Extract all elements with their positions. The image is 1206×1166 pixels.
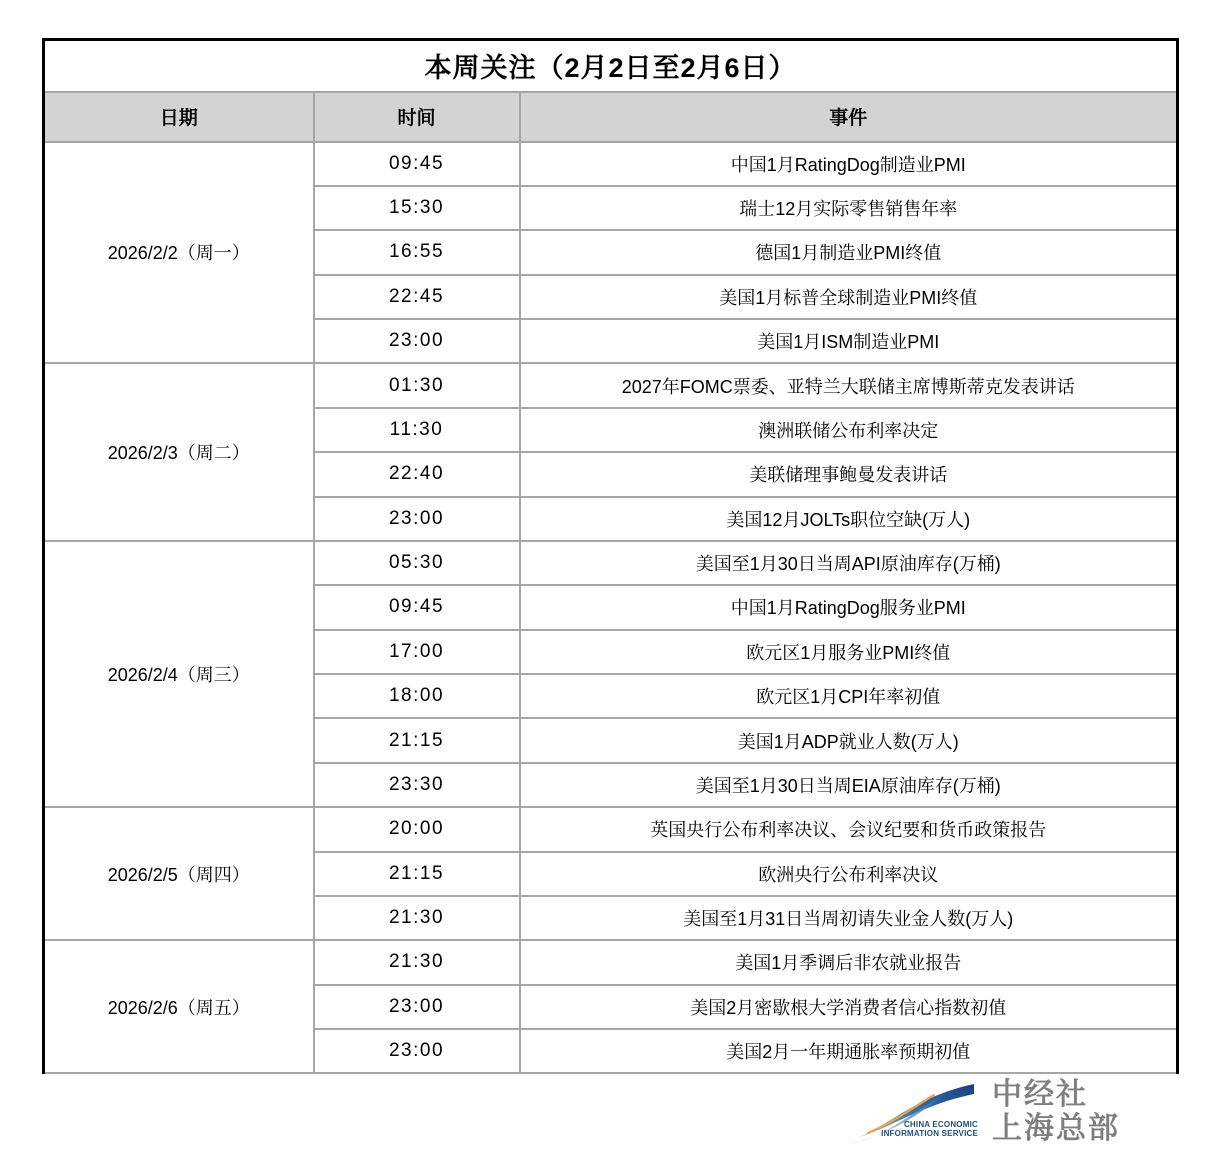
time-cell: 21:30	[314, 896, 520, 940]
column-header-row	[44, 92, 1178, 142]
time-cell: 16:55	[314, 230, 520, 274]
event-cell: 美联储理事鲍曼发表讲话	[520, 452, 1178, 496]
time-cell: 01:30	[314, 363, 520, 407]
date-cell: 2026/2/5（周四）	[44, 807, 314, 940]
logo-branch-name: 上海总部	[992, 1112, 1120, 1145]
event-row	[44, 541, 1178, 585]
event-cell: 澳洲联储公布利率决定	[520, 408, 1178, 452]
time-cell: 20:00	[314, 807, 520, 851]
event-cell: 2027年FOMC票委、亚特兰大联储主席博斯蒂克发表讲话	[520, 363, 1178, 407]
event-cell: 美国1月季调后非农就业报告	[520, 940, 1178, 984]
time-cell: 17:00	[314, 630, 520, 674]
time-cell: 23:00	[314, 497, 520, 541]
time-cell: 15:30	[314, 186, 520, 230]
time-cell: 21:15	[314, 852, 520, 896]
logo	[846, 1078, 1120, 1146]
date-cell: 2026/2/2（周一）	[44, 142, 314, 364]
time-cell: 22:40	[314, 452, 520, 496]
logo-en-line2: INFORMATION SERVICE	[881, 1129, 978, 1138]
logo-org-name: 中经社	[992, 1078, 1088, 1111]
event-cell: 美国1月ISM制造业PMI	[520, 319, 1178, 363]
time-cell: 09:45	[314, 142, 520, 186]
time-cell: 05:30	[314, 541, 520, 585]
events-table	[42, 38, 1179, 1074]
event-cell: 美国2月密歇根大学消费者信心指数初值	[520, 985, 1178, 1029]
event-cell: 欧元区1月CPI年率初值	[520, 674, 1178, 718]
event-cell: 欧元区1月服务业PMI终值	[520, 630, 1178, 674]
time-cell: 22:45	[314, 275, 520, 319]
event-cell: 欧洲央行公布利率决议	[520, 852, 1178, 896]
column-header-event: 事件	[520, 92, 1178, 142]
event-cell: 中国1月RatingDog制造业PMI	[520, 142, 1178, 186]
event-row	[44, 142, 1178, 186]
logo-swoosh-icon	[846, 1078, 980, 1146]
date-cell: 2026/2/6（周五）	[44, 940, 314, 1073]
time-cell: 23:30	[314, 763, 520, 807]
date-cell: 2026/2/3（周二）	[44, 363, 314, 541]
event-cell: 美国至1月31日当周初请失业金人数(万人)	[520, 896, 1178, 940]
time-cell: 11:30	[314, 408, 520, 452]
time-cell: 09:45	[314, 585, 520, 629]
table-title: 本周关注（2月2日至2月6日）	[44, 40, 1178, 92]
event-row	[44, 363, 1178, 407]
time-cell: 23:00	[314, 1029, 520, 1073]
time-cell: 23:00	[314, 985, 520, 1029]
event-cell: 瑞士12月实际零售销售年率	[520, 186, 1178, 230]
time-cell: 18:00	[314, 674, 520, 718]
event-cell: 美国至1月30日当周API原油库存(万桶)	[520, 541, 1178, 585]
event-cell: 德国1月制造业PMI终值	[520, 230, 1178, 274]
logo-en-caption	[868, 1120, 978, 1138]
logo-text	[992, 1078, 1120, 1146]
time-cell: 21:15	[314, 718, 520, 762]
event-row	[44, 940, 1178, 984]
event-cell: 美国至1月30日当周EIA原油库存(万桶)	[520, 763, 1178, 807]
logo-en-line1: CHINA ECONOMIC	[903, 1120, 978, 1129]
event-cell: 英国央行公布利率决议、会议纪要和货币政策报告	[520, 807, 1178, 851]
event-cell: 中国1月RatingDog服务业PMI	[520, 585, 1178, 629]
column-header-date: 日期	[44, 92, 314, 142]
event-cell: 美国2月一年期通胀率预期初值	[520, 1029, 1178, 1073]
title-row	[44, 40, 1178, 92]
event-row	[44, 807, 1178, 851]
event-cell: 美国1月标普全球制造业PMI终值	[520, 275, 1178, 319]
column-header-time: 时间	[314, 92, 520, 142]
date-cell: 2026/2/4（周三）	[44, 541, 314, 807]
event-cell: 美国12月JOLTs职位空缺(万人)	[520, 497, 1178, 541]
time-cell: 23:00	[314, 319, 520, 363]
event-cell: 美国1月ADP就业人数(万人)	[520, 718, 1178, 762]
time-cell: 21:30	[314, 940, 520, 984]
events-table-body	[44, 142, 1178, 1074]
